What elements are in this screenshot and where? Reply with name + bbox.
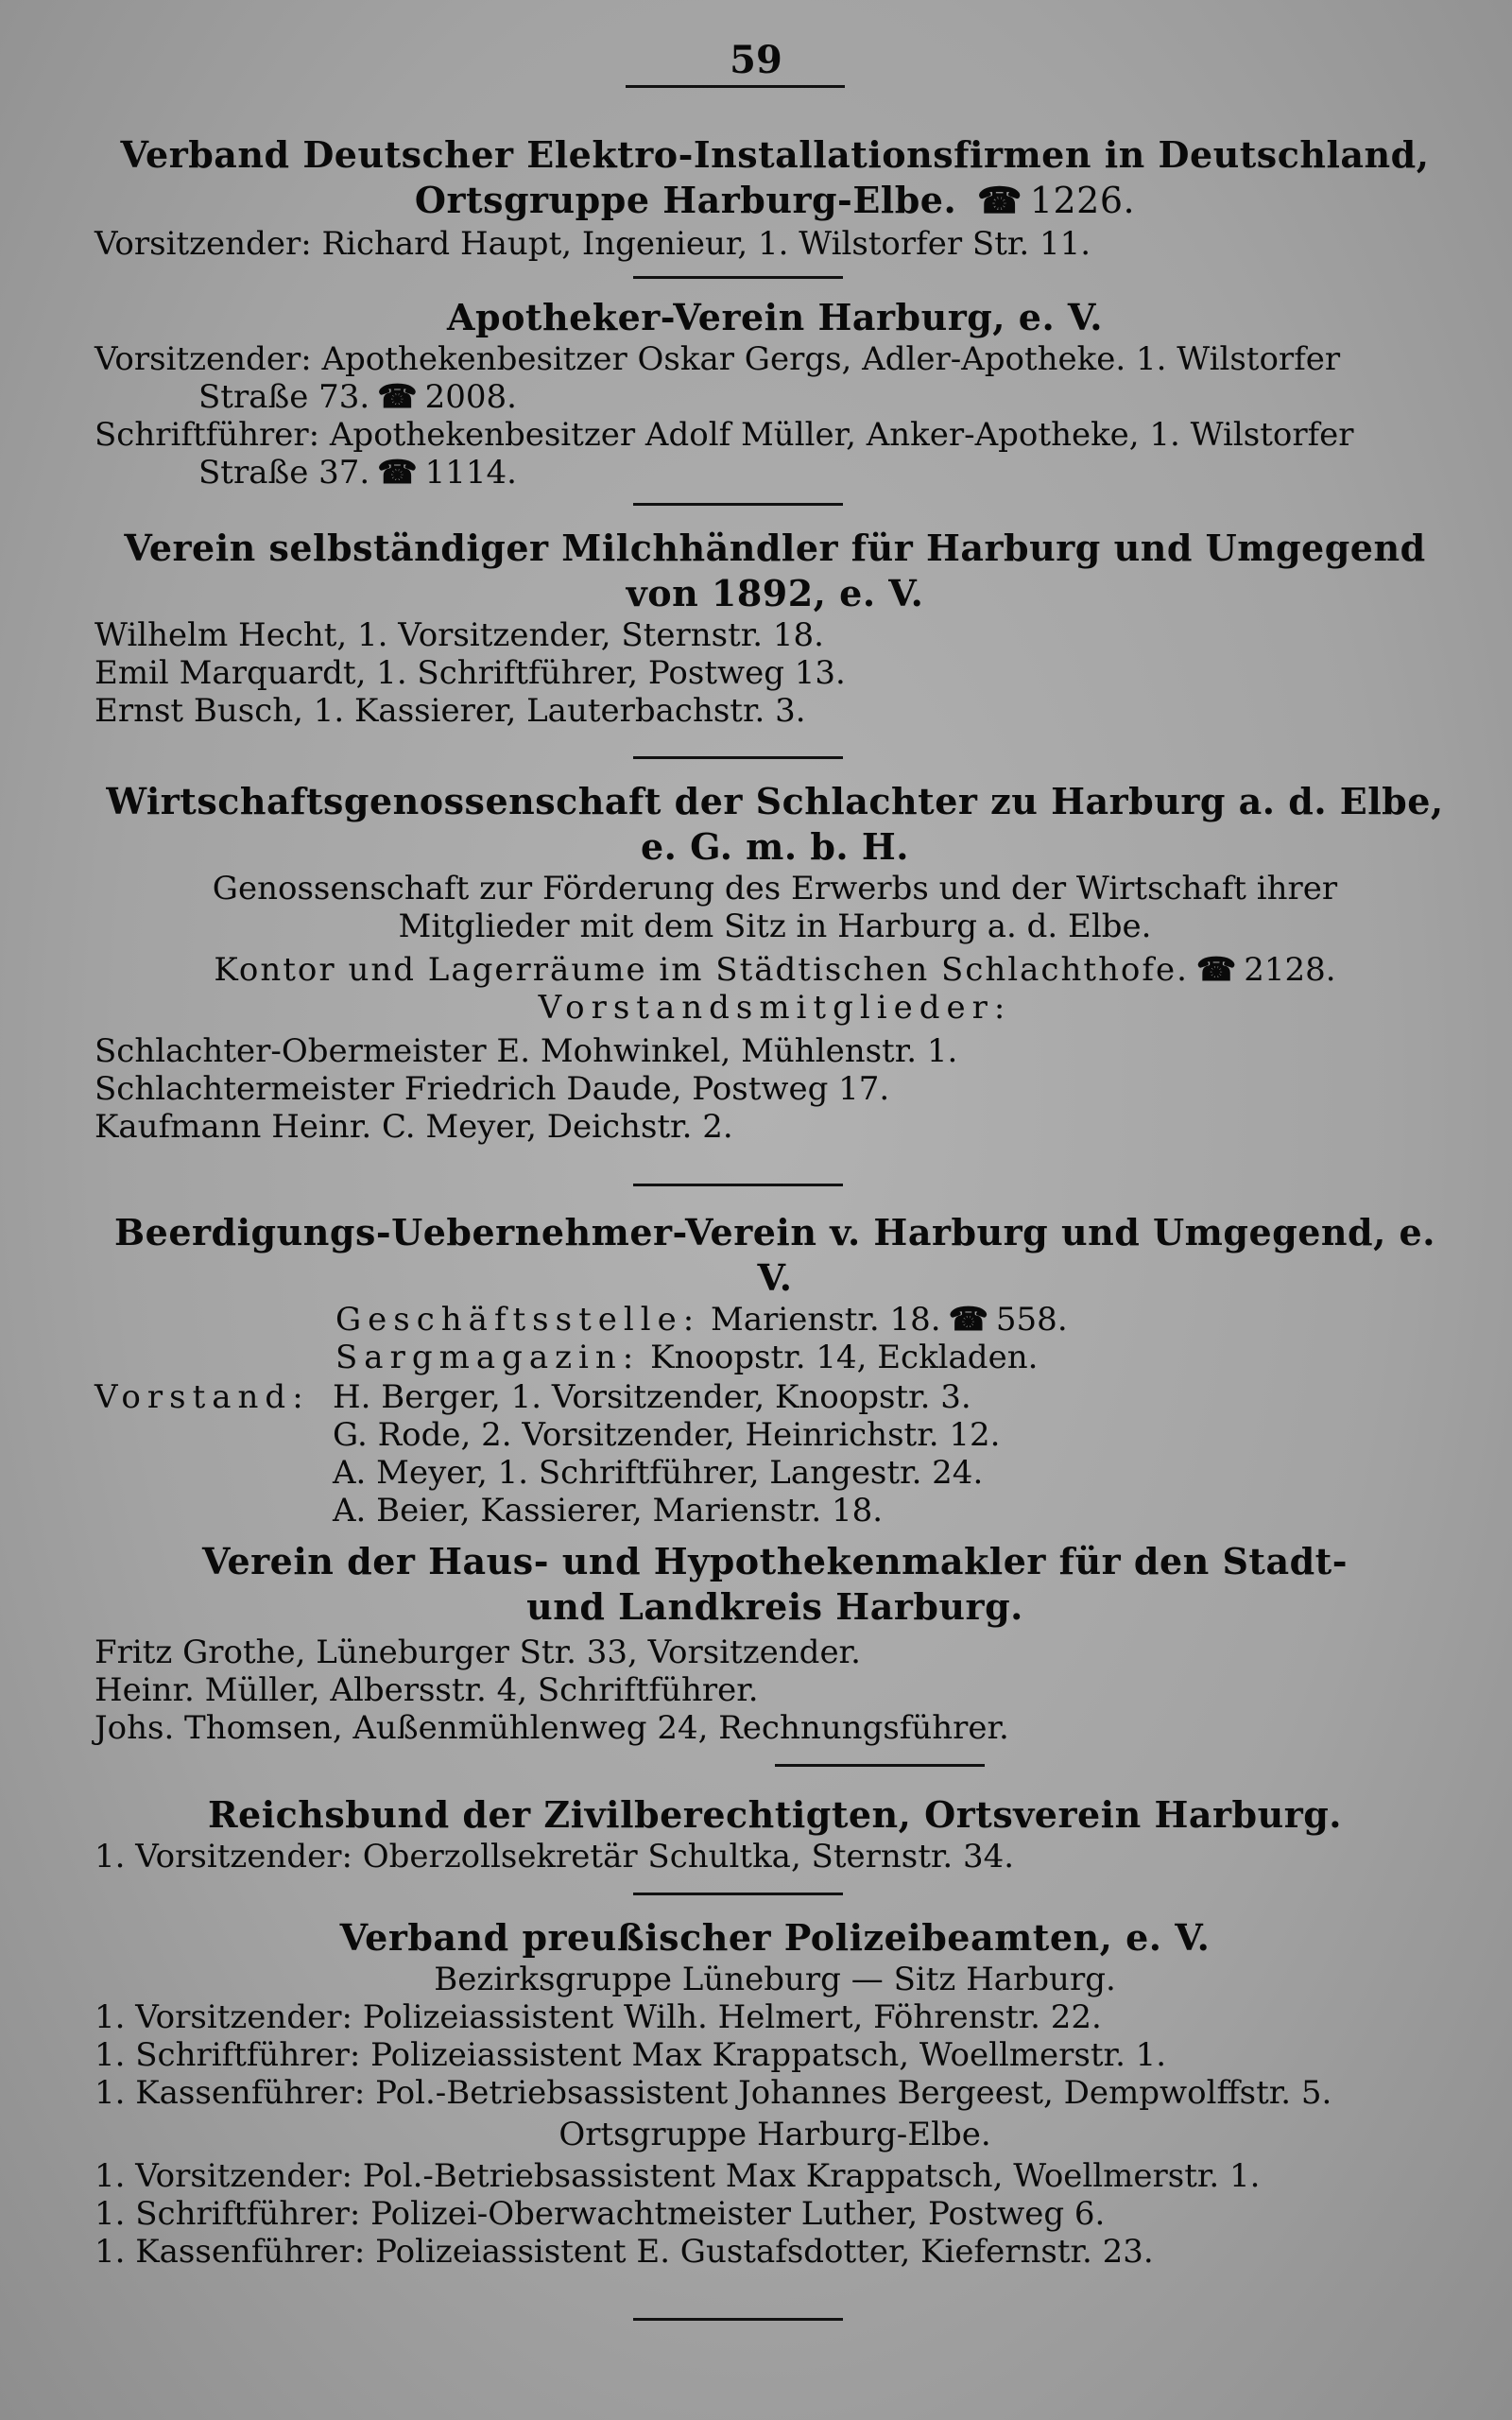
section-heading bbox=[94, 1539, 1455, 1630]
entry-line: Ernst Busch, 1. Kassierer, Lauterbachstr. 3. bbox=[94, 692, 806, 730]
section-hypothekenmakler-verein bbox=[94, 1539, 1455, 1747]
entry-text: Straße 73. bbox=[198, 378, 370, 416]
telephone-icon: ☎ bbox=[377, 454, 418, 492]
heading-line: von 1892, e. V. bbox=[626, 572, 924, 614]
section-heading bbox=[94, 526, 1455, 616]
section-heading: Apotheker-Verein Harburg, e. V. bbox=[447, 296, 1103, 338]
subgroup-heading: Bezirksgruppe Lüneburg — Sitz Harburg. bbox=[434, 1961, 1116, 1998]
entry-line: Johs. Thomsen, Außenmühlenweg 24, Rechnungsführer. bbox=[94, 1709, 1009, 1747]
subgroup-heading: Ortsgruppe Harburg-Elbe. bbox=[558, 2116, 991, 2153]
office-value: Marienstr. 18. bbox=[711, 1301, 941, 1339]
entry-line: 1. Vorsitzender: Polizeiassistent Wilh. Helmert, Föhrenstr. 22. bbox=[94, 1998, 1102, 2036]
phone-number: 1226. bbox=[1029, 180, 1136, 221]
entry-line: 1. Vorsitzender: Pol.-Betriebsassistent Max Krappatsch, Woellmerstr. 1. bbox=[94, 2157, 1261, 2195]
heading-line: Verband Deutscher Elektro-Installationsfirmen in Deutschland, bbox=[120, 133, 1430, 176]
section-beerdigungs-verein bbox=[94, 1210, 1455, 1530]
section-reichsbund bbox=[94, 1792, 1455, 1876]
board-members bbox=[333, 1378, 1000, 1530]
entry-line: H. Berger, 1. Vorsitzender, Knoopstr. 3. bbox=[333, 1378, 971, 1416]
section-divider bbox=[633, 276, 843, 279]
entry-line bbox=[94, 378, 1455, 416]
description-line: Genossenschaft zur Förderung des Erwerbs und der Wirtschaft ihrer bbox=[212, 870, 1338, 908]
entry-line: G. Rode, 2. Vorsitzender, Heinrichstr. 12. bbox=[333, 1416, 1001, 1454]
entry-line: 1. Kassenführer: Pol.-Betriebsassistent Johannes Bergeest, Dempwolffstr. 5. bbox=[94, 2074, 1332, 2112]
section-divider bbox=[633, 756, 843, 759]
phone-number: 2128. bbox=[1244, 951, 1336, 989]
entry-line: Kaufmann Heinr. C. Meyer, Deichstr. 2. bbox=[94, 1108, 733, 1146]
section-divider bbox=[633, 1893, 843, 1895]
heading-line: e. G. m. b. H. bbox=[640, 825, 910, 868]
entry-text: Straße 37. bbox=[198, 454, 370, 492]
page-number-rule bbox=[626, 85, 845, 88]
section-divider bbox=[633, 2318, 843, 2321]
phone-number: 1114. bbox=[424, 454, 517, 492]
entry-line: Emil Marquardt, 1. Schriftführer, Postweg 13. bbox=[94, 654, 846, 692]
section-heading: Verband preußischer Polizeibeamten, e. V. bbox=[339, 1916, 1211, 1959]
description-line: Mitglieder mit dem Sitz in Harburg a. d. Elbe. bbox=[398, 908, 1152, 945]
board-block bbox=[94, 1378, 1455, 1530]
entry-line: Vorsitzender: Richard Haupt, Ingenieur, 1. Wilstorfer Str. 11. bbox=[94, 225, 1091, 263]
section-divider bbox=[633, 1184, 843, 1186]
phone-number: 558. bbox=[995, 1301, 1068, 1339]
section-elektro-verband bbox=[94, 132, 1455, 263]
store-label: Sargmagazin: bbox=[335, 1339, 641, 1376]
telephone-icon: ☎ bbox=[976, 179, 1022, 221]
entry-line: A. Beier, Kassierer, Marienstr. 18. bbox=[333, 1492, 884, 1530]
entry-line: Heinr. Müller, Albersstr. 4, Schriftführer. bbox=[94, 1671, 759, 1709]
section-divider bbox=[633, 503, 843, 506]
entry-line: Schlachter-Obermeister E. Mohwinkel, Mühlenstr. 1. bbox=[94, 1032, 958, 1070]
heading-line: und Landkreis Harburg. bbox=[526, 1585, 1023, 1628]
section-heading: Reichsbund der Zivilberechtigten, Ortsverein Harburg. bbox=[207, 1793, 1343, 1836]
heading-line: Verein der Haus- und Hypothekenmakler für den Stadt- bbox=[201, 1540, 1348, 1582]
entry-line: Schriftführer: Apothekenbesitzer Adolf Müller, Anker-Apotheke, 1. Wilstorfer bbox=[94, 416, 1354, 454]
heading-text: Ortsgruppe Harburg-Elbe. bbox=[414, 179, 957, 221]
board-label: Vorstand: bbox=[94, 1378, 310, 1416]
heading-line: Wirtschaftsgenossenschaft der Schlachter zu Harburg a. d. Elbe, bbox=[106, 780, 1444, 822]
section-polizeibeamten-verband bbox=[94, 1915, 1455, 2271]
page-number: 59 bbox=[730, 38, 782, 82]
telephone-icon: ☎ bbox=[1195, 951, 1237, 989]
entry-line: 1. Schriftführer: Polizeiassistent Max Krappatsch, Woellmerstr. 1. bbox=[94, 2036, 1167, 2074]
heading-line bbox=[94, 178, 1455, 223]
entry-line: 1. Kassenführer: Polizeiassistent E. Gustafsdotter, Kiefernstr. 23. bbox=[94, 2233, 1154, 2271]
office-label: Geschäftsstelle: bbox=[335, 1301, 701, 1339]
office-line bbox=[94, 1301, 1455, 1339]
entry-line: A. Meyer, 1. Schriftführer, Langestr. 24. bbox=[333, 1454, 984, 1492]
board-label: Vorstandsmitglieder: bbox=[538, 989, 1012, 1027]
store-value: Knoopstr. 14, Eckladen. bbox=[650, 1339, 1039, 1376]
telephone-icon: ☎ bbox=[377, 378, 418, 416]
entry-line: 1. Schriftführer: Polizei-Oberwachtmeister Luther, Postweg 6. bbox=[94, 2195, 1106, 2233]
entry-line: 1. Vorsitzender: Oberzollsekretär Schultka, Sternstr. 34. bbox=[94, 1838, 1015, 1876]
entry-line bbox=[94, 454, 1455, 492]
entry-line: Wilhelm Hecht, 1. Vorsitzender, Sternstr. 18. bbox=[94, 616, 824, 654]
section-heading bbox=[94, 779, 1455, 870]
office-text: Kontor und Lagerräume im Städtischen Schlachthofe. bbox=[214, 951, 1189, 989]
section-schlachter-genossenschaft bbox=[94, 779, 1455, 1146]
telephone-icon: ☎ bbox=[948, 1301, 988, 1339]
section-milchhaendler-verein bbox=[94, 526, 1455, 730]
office-line bbox=[94, 951, 1455, 989]
section-apotheker-verein bbox=[94, 295, 1455, 492]
section-heading: Beerdigungs-Uebernehmer-Verein v. Harburg und Umgegend, e. V. bbox=[114, 1211, 1435, 1299]
entry-line: Schlachtermeister Friedrich Daude, Postweg 17. bbox=[94, 1070, 890, 1108]
section-divider bbox=[775, 1764, 985, 1767]
heading-line: Verein selbständiger Milchhändler für Harburg und Umgegend bbox=[124, 527, 1426, 569]
entry-line: Fritz Grothe, Lüneburger Str. 33, Vorsitzender. bbox=[94, 1634, 861, 1671]
section-heading bbox=[94, 132, 1455, 223]
store-line bbox=[94, 1339, 1455, 1376]
phone-number: 2008. bbox=[424, 378, 517, 416]
entry-line: Vorsitzender: Apothekenbesitzer Oskar Gergs, Adler-Apotheke. 1. Wilstorfer bbox=[94, 340, 1341, 378]
